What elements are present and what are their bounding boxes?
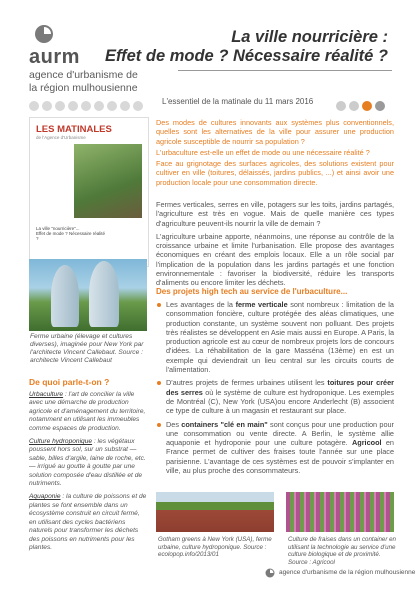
body-text	[156, 200, 394, 292]
footer-logo-icon	[265, 568, 275, 578]
image-caption: Culture de fraises dans un container en utilisant la technologie au service d'une culture biologique et de proximité. Source : Agricool	[288, 536, 397, 566]
glossary-item: Urbaculture : l'art de concilier la ville avec une démarche de production agricole et d'aménagement du territoire, notamment en utilisant les immeubles comme espaces de production.	[29, 391, 146, 432]
glossary-item: Culture hydroponique : les végétaux poussent hors sol, sur un substrat — sable, billes d'argile, laine de roche, etc. — irrigué au goutte à goutte par une solution composée d'eau distillée et de nutriments.	[29, 438, 146, 488]
session-date: L'essentiel de la matinale du 11 mars 2016	[162, 97, 314, 106]
page-title-line2: Effet de mode ? Nécessaire réalité ?	[104, 47, 388, 65]
intro-paragraph: Des modes de cultures innovants aux systèmes plus conventionnels, quelles sont les alternatives de la ville pour assurer une production agricole susceptible de nourrir sa population ?	[156, 118, 394, 146]
cover-doc-title: La ville "nourricière"... Effet de mode ? Nécessaire réalité ?	[36, 226, 105, 241]
gotham-greens-image	[156, 492, 274, 532]
logo-wordmark: aurm	[29, 46, 80, 68]
list-item: Les avantages de la ferme verticale sont nombreux : limitation de la consommation foncière, culture protégée des aléas climatiques, une production constante, un système souvent non polluant. Des projets très réalistes se développent en Asie mais aussi en Europe. A Paris, la production agricole est au cœur de nombreux projets lors de concours d'idées. La réhabilitation de la gare Masséna (13ème) en est un exemple qui deviendrait un lieu central sur les circuits courts de l'alimentation.	[156, 300, 394, 374]
cover-photo	[74, 144, 142, 218]
section-heading: Des projets high tech au service de l'urbaculture...	[156, 287, 348, 296]
strawberry-container-image	[286, 492, 394, 532]
intro-paragraph: Face au grignotage des surfaces agricoles, des solutions existent pour cultiver en ville (toitures, délaissés, jardins publics, ...) et ainsi avoir une production locale pour une consommation directe.	[156, 159, 394, 187]
body-paragraph: Fermes verticales, serres en ville, potagers sur les toits, jardins partagés, l'agriculture est très en vogue. Mais de quelle manière ces types d'agriculture peuvent-ils nourrir la ville de demain ?	[156, 200, 394, 228]
page-title-line1: La ville nourricière :	[231, 28, 388, 46]
list-item: Des containers "clé en main" sont conçus pour une production pour une consommation ou vente directe. A Berlin, le système allie aquaponie et hydroponie pour une culture potagère. Agricool en France permet de cultiver des fraises toute l'année sur une place parisienne. L'avantage de ces systèmes est de pouvoir s'implanter en ville, au plus proche des consommateurs.	[156, 420, 394, 476]
intro-text	[156, 118, 394, 189]
list-item: D'autres projets de fermes urbaines utilisent les toitures pour créer des serres où le système de culture est hydroponique. Les exemples de Montréal (C), New York (USA)ou encore Anderlecht (B) associent ce type de culture à un magasin et restaurant sur place.	[156, 378, 394, 415]
logo-subtitle-line1: agence d'urbanisme de	[29, 69, 138, 81]
decorative-dots-left	[29, 98, 146, 116]
glossary	[29, 391, 147, 557]
cover-subtitle: de l'Agence d'Urbanisme	[36, 135, 86, 140]
cover-title: LES MATINALES	[36, 124, 112, 135]
decorative-dots-right	[336, 98, 388, 116]
image-caption: Ferme urbaine (élevage et cultures diverses), imaginée pour New York par l'architecte Vincent Callebaut. Source : architecte Vincent Callebaut	[30, 333, 144, 364]
glossary-heading: De quoi parle-t-on ?	[29, 377, 110, 387]
projects-list	[156, 300, 394, 479]
vertical-farm-image	[29, 259, 147, 331]
matinales-cover-image	[29, 117, 149, 267]
title-divider	[178, 70, 392, 71]
body-paragraph: L'agriculture urbaine apporte, néanmoins, une réponse au contrôle de la croissance urbaine et limite l'urbanisation. Elle propose des avantages économiques en créant des emplois locaux. Elle a un rôle social par l'implication de la population dans les jardins partagés et une fonction environnementale : favoriser la biodiversité, réduire les transports d'aliments ou encore limiter les déchets.	[156, 231, 394, 288]
aurm-logo-icon	[34, 24, 54, 44]
intro-paragraph: L'urbaculture est-elle un effet de mode ou une nécessaire réalité ?	[156, 147, 370, 157]
image-caption: Gotham greens à New York (USA), ferme urbaine, culture hydroponique. Source : ecolopop.info/2013/01	[158, 536, 272, 559]
footer-text: agence d'urbanisme de la région mulhousienne	[279, 569, 416, 576]
logo-subtitle-line2: la région mulhousienne	[29, 82, 138, 94]
glossary-item: Aquaponie : la culture de poissons et de plantes se font ensemble dans un écosystème construit en circuit fermé, en utilisant des cycles bactériens naturels pour transformer les déchets des poissons en nutriments pour les plantes.	[29, 493, 147, 551]
